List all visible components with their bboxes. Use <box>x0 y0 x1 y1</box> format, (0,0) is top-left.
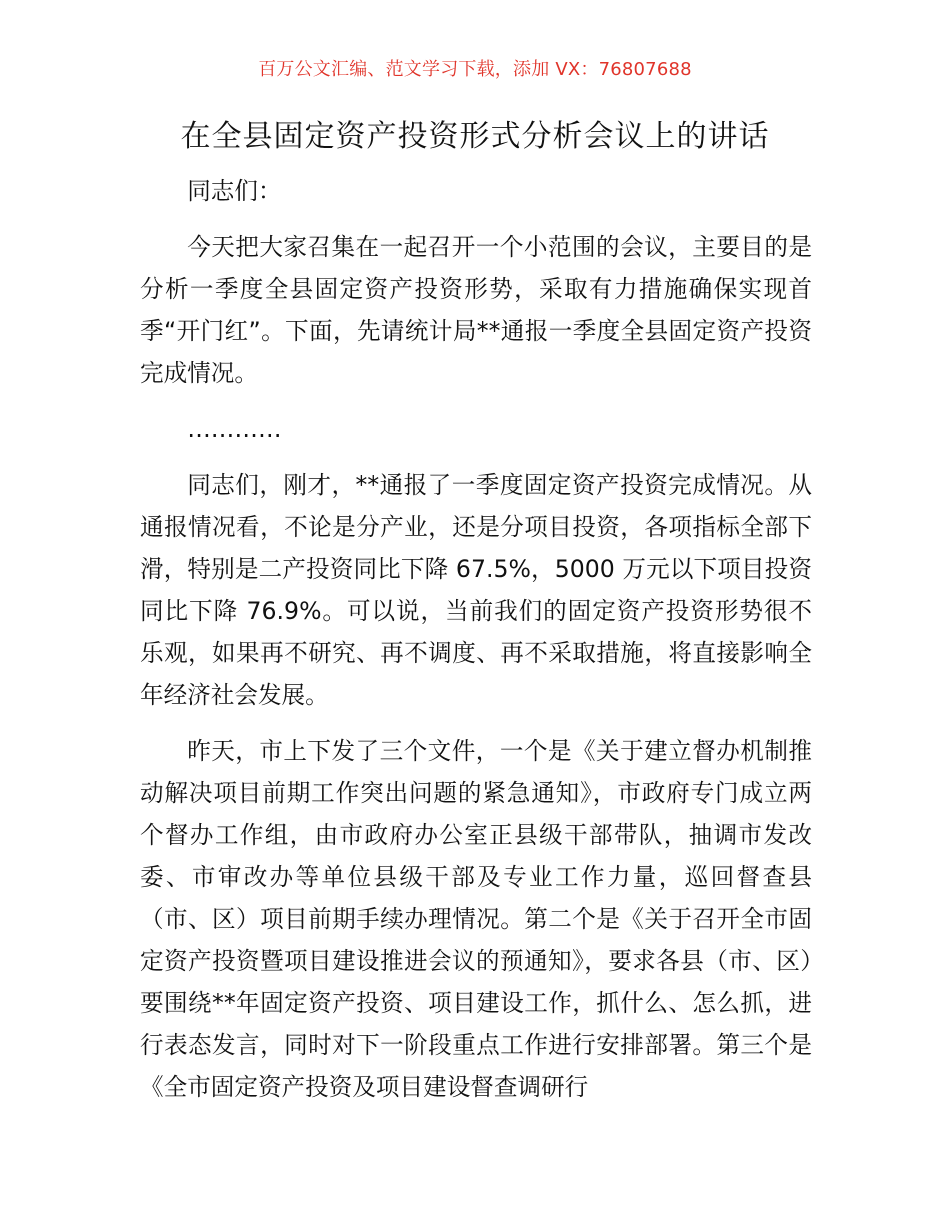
paragraph-1: 今天把大家召集在一起召开一个小范围的会议，主要目的是分析一季度全县固定资产投资形势，采取有力措施确保实现首季“开门红”。下面，先请统计局**通报一季度全县固定资产投资完成情况。 <box>140 233 812 387</box>
salutation: 同志们： <box>187 177 282 205</box>
watermark-banner: 百万公文汇编、范文学习下载，添加 VX：76807688 <box>258 59 692 80</box>
document-title: 在全县固定资产投资形式分析会议上的讲话 <box>180 119 770 154</box>
paragraph-2: 同志们，刚才，**通报了一季度固定资产投资完成情况。从通报情况看，不论是分产业，还是分项目投资，各项指标全部下滑，特别是二产投资同比下降 67.5%，5000 万元以下项目投资同比下降 76.9%。可以说，当前我们的固定资产投资形势很不乐观，如果再不研究、再不调度、再不采取措施，将直接影响全年经济社会发展。 <box>140 471 812 709</box>
ellipsis-paragraph: ………… <box>187 415 282 443</box>
document-body <box>140 170 812 1122</box>
paragraph-3: 昨天，市上下发了三个文件，一个是《关于建立督办机制推动解决项目前期工作突出问题的紧急通知》，市政府专门成立两个督办工作组，由市政府办公室正县级干部带队，抽调市发改委、市审改办等单位县级干部及专业工作力量，巡回督查县（市、区）项目前期手续办理情况。第二个是《关于召开全市固定资产投资暨项目建设推进会议的预通知》，要求各县（市、区）要围绕**年固定资产投资、项目建设工作，抓什么、怎么抓，进行表态发言，同时对下一阶段重点工作进行安排部署。第三个是《全市固定资产投资及项目建设督查调研行 <box>140 737 812 1101</box>
